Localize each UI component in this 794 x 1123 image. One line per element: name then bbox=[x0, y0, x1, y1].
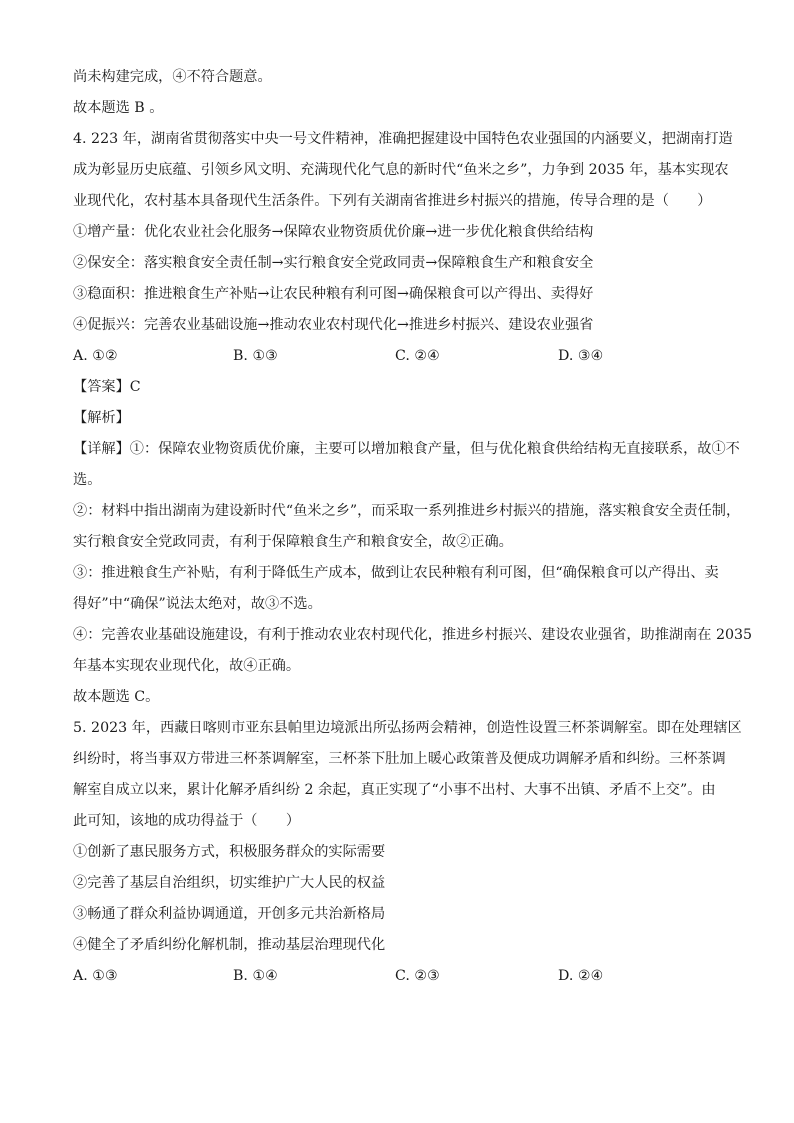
q4-detail-4a: ④：完善农业基础设施建设，有利于推动农业农村现代化，推进乡村振兴、建设农业强省，助推湖南在 2035 bbox=[73, 627, 753, 643]
q5-stem-line-4: 此可知，该地的成功得益于（ ） bbox=[73, 813, 301, 829]
question-4 bbox=[73, 124, 753, 713]
q4-detail-2b: 实行粮食安全党政同责，有利于保障粮食生产和粮食安全，故②正确。 bbox=[73, 534, 513, 550]
q5-stem-line-1: 5. 2023 年，西藏日喀则市亚东县帕里边境派出所弘扬两会精神，创造性设置三杯茶调解室。即在处理辖区 bbox=[73, 720, 742, 736]
q4-detail-3a: ③：推进粮食生产补贴，有利于降低生产成本，做到让农民种粮有利可图，但“确保粮食可以产得出、卖 bbox=[73, 565, 719, 581]
q4-detail-4b: 年基本实现农业现代化，故④正确。 bbox=[73, 658, 301, 674]
q4-item-4: ④促振兴：完善农业基础设施→推动农业农村现代化→推进乡村振兴、建设农业强省 bbox=[73, 317, 594, 333]
q5-option-d: D. ②④ bbox=[558, 968, 604, 984]
q4-answer bbox=[73, 372, 725, 403]
answer-label: 【答案】 bbox=[73, 379, 130, 395]
q5-option-a: A. ①③ bbox=[73, 968, 118, 984]
q5-stem-line-2: 纠纷时，将当事双方带进三杯茶调解室，三杯茶下肚加上暖心政策普及便成功调解矛盾和纠纷。三杯茶调 bbox=[73, 751, 726, 767]
q4-item-1: ①增产量：优化农业社会化服务→保障农业物资质优价廉→进一步优化粮食供给结构 bbox=[73, 224, 594, 240]
answer-value: C bbox=[129, 379, 141, 395]
prev-conclusion: 故本题选 B 。 bbox=[73, 100, 164, 116]
prev-analysis-line: 尚未构建完成，④不符合题意。 bbox=[73, 69, 272, 85]
q4-item-2: ②保安全：落实粮食安全责任制→实行粮食安全党政同责→保障粮食生产和粮食安全 bbox=[73, 255, 594, 271]
q4-option-c: C. ②④ bbox=[395, 348, 440, 364]
q5-item-1: ①创新了惠民服务方式，积极服务群众的实际需要 bbox=[73, 844, 386, 860]
q4-item-3: ③稳面积：推进粮食生产补贴→让农民种粮有利可图→确保粮食可以产得出、卖得好 bbox=[73, 286, 594, 302]
q5-option-c: C. ②③ bbox=[395, 968, 440, 984]
q5-item-3: ③畅通了群众利益协调通道，开创多元共治新格局 bbox=[73, 906, 386, 922]
q5-item-2: ②完善了基层自治组织，切实维护广大人民的权益 bbox=[73, 875, 386, 891]
q4-option-d: D. ③④ bbox=[558, 348, 604, 364]
q5-options bbox=[73, 961, 725, 992]
q4-stem-line-3: 业现代化，农村基本具备现代生活条件。下列有关湖南省推进乡村振兴的措施，传导合理的是（ ） bbox=[73, 193, 712, 209]
q5-stem-line-3: 解室自成立以来，累计化解矛盾纠纷 2 余起，真正实现了“小事不出村、大事不出镇、矛盾不上交”。由 bbox=[73, 782, 716, 798]
q4-options bbox=[73, 341, 725, 372]
question-5 bbox=[73, 713, 742, 992]
q4-conclusion: 故本题选 C。 bbox=[73, 689, 160, 705]
q5-item-4: ④健全了矛盾纠纷化解机制，推动基层治理现代化 bbox=[73, 937, 386, 953]
q4-detail-1b: 选。 bbox=[73, 472, 102, 488]
q4-option-b: B. ①③ bbox=[233, 348, 278, 364]
q5-option-b: B. ①④ bbox=[233, 968, 278, 984]
document-page bbox=[73, 62, 753, 992]
q4-detail-1a: 【详解】①：保障农业物资质优价廉，主要可以增加粮食产量，但与优化粮食供给结构无直接联系，故①不 bbox=[73, 441, 740, 457]
q4-option-a: A. ①② bbox=[73, 348, 118, 364]
q4-stem-line-1: 4. 223 年，湖南省贯彻落实中央一号文件精神，准确把握建设中国特色农业强国的内涵要义，把湖南打造 bbox=[73, 131, 733, 147]
q4-detail-2a: ②：材料中指出湖南为建设新时代“鱼米之乡”，而采取一系列推进乡村振兴的措施，落实粮食安全责任制， bbox=[73, 503, 741, 519]
q4-detail-3b: 得好”中“确保”说法太绝对，故③不选。 bbox=[73, 596, 322, 612]
q4-analysis-label: 【解析】 bbox=[73, 410, 130, 426]
q4-stem-line-2: 成为彰显历史底蕴、引领乡风文明、充满现代化气息的新时代“鱼米之乡”，力争到 2035 年，基本实现农 bbox=[73, 162, 729, 178]
